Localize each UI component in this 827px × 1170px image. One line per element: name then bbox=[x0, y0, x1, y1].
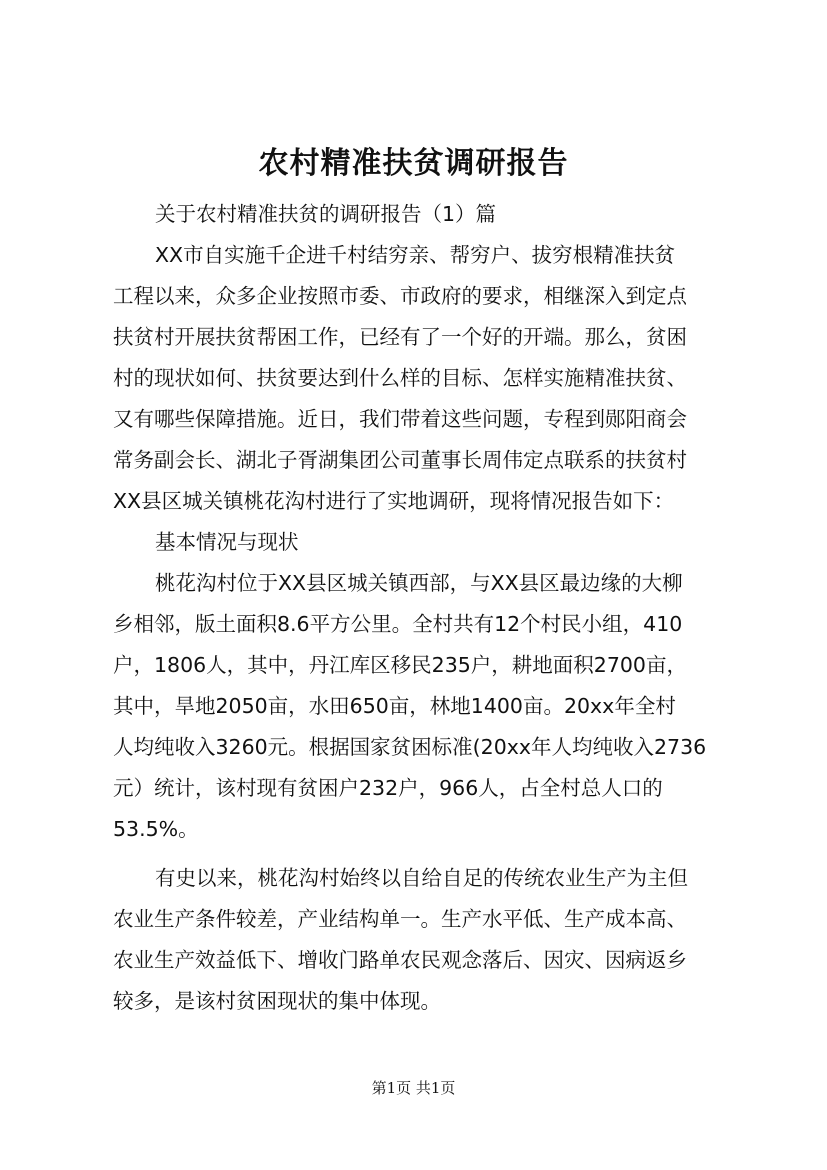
paragraph-line: 常务副会长、湖北子胥湖集团公司董事长周伟定点联系的扶贫村 bbox=[113, 448, 687, 472]
document-body bbox=[113, 194, 741, 1022]
paragraph bbox=[113, 858, 741, 1022]
paragraph-line: 村的现状如何、扶贫要达到什么样的目标、怎样实施精准扶贫、 bbox=[113, 366, 687, 390]
document-title: 农村精准扶贫调研报告 bbox=[258, 146, 569, 181]
paragraph-line: 其中，旱地2050亩，水田650亩，林地1400亩。20xx年全村 bbox=[113, 694, 676, 718]
paragraph-line: 较多，是该村贫困现状的集中体现。 bbox=[113, 989, 441, 1013]
paragraph-line: 扶贫村开展扶贫帮困工作，已经有了一个好的开端。那么，贫困 bbox=[113, 325, 687, 349]
section-heading bbox=[113, 522, 741, 563]
paragraph-line: 农业生产效益低下、增收门路单农民观念落后、因灾、因病返乡 bbox=[113, 948, 687, 972]
paragraph bbox=[113, 563, 741, 850]
paragraph-line: 桃花沟村位于XX县区城关镇西部，与XX县区最边缘的大柳 bbox=[155, 571, 683, 595]
paragraph-line: 53.5%。 bbox=[113, 817, 199, 841]
paragraph-line: 基本情况与现状 bbox=[155, 530, 299, 554]
document-subtitle: 关于农村精准扶贫的调研报告（1）篇 bbox=[155, 202, 497, 226]
paragraph-line: 有史以来，桃花沟村始终以自给自足的传统农业生产为主但 bbox=[155, 866, 688, 890]
paragraph-line: 乡相邻，版土面积8.6平方公里。全村共有12个村民小组，410 bbox=[113, 612, 683, 636]
paragraph-line: XX市自实施千企进千村结穷亲、帮穷户、拔穷根精准扶贫 bbox=[155, 243, 676, 267]
page-footer: 第1页 共1页 bbox=[371, 1079, 456, 1097]
paragraph-line: 农业生产条件较差，产业结构单一。生产水平低、生产成本高、 bbox=[113, 907, 687, 931]
paragraph-line: 户，1806人，其中，丹江库区移民235户，耕地面积2700亩， bbox=[113, 653, 687, 677]
paragraph-spacing bbox=[113, 850, 741, 858]
paragraph-line: 元）统计，该村现有贫困户232户，966人，占全村总人口的 bbox=[113, 776, 663, 800]
paragraph bbox=[113, 235, 741, 522]
paragraph-line: 工程以来，众多企业按照市委、市政府的要求，相继深入到定点 bbox=[113, 284, 687, 308]
paragraph-line: 人均纯收入3260元。根据国家贫困标准(20xx年人均纯收入2736 bbox=[113, 735, 707, 759]
paragraph-line: XX县区城关镇桃花沟村进行了实地调研，现将情况报告如下： bbox=[113, 489, 675, 513]
paragraph-line: 又有哪些保障措施。近日，我们带着这些问题，专程到郧阳商会 bbox=[113, 407, 687, 431]
